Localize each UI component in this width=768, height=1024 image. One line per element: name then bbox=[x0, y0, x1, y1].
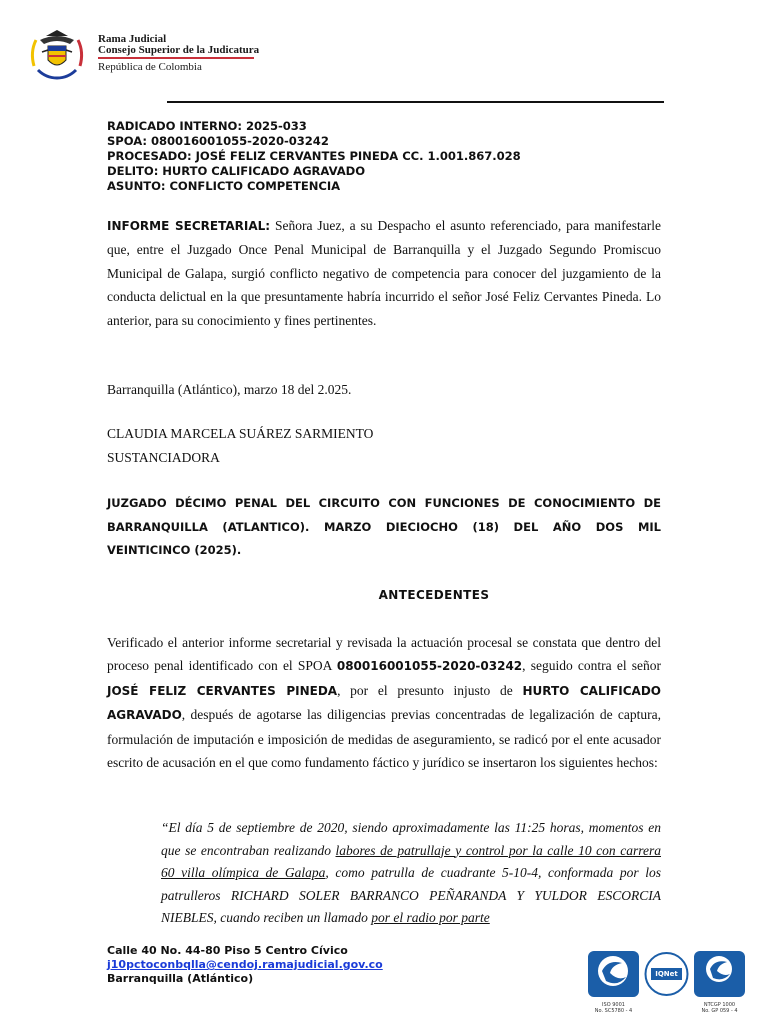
footer-email-link[interactable]: j10pctoconbqlla@cendoj.ramajudicial.gov.co bbox=[107, 958, 383, 971]
ntcgp-1000-cert-logo bbox=[694, 951, 745, 1013]
antecedentes-spoa: 080016001055-2020-03242 bbox=[336, 659, 523, 674]
header-rule bbox=[167, 101, 664, 103]
delito-line: DELITO: HURTO CALIFICADO AGRAVADO bbox=[107, 164, 366, 178]
court-heading: JUZGADO DÉCIMO PENAL DEL CIRCUITO CON FUNCIONES DE CONOCIMIENTO DE BARRANQUILLA (ATLANTICO). MARZO DIECIOCHO (18) DEL AÑO DOS MIL VEINTICINCO (2025). bbox=[107, 496, 661, 557]
antecedentes-crime: HURTO CALIFICADO AGRAVADO bbox=[107, 683, 661, 723]
signer-role: SUSTANCIADORA bbox=[107, 450, 220, 465]
quote-text-1: “El día 5 de septiembre de 2020, siendo aproximadamente las 11:25 horas, momentos en que se encontraban realizando bbox=[161, 820, 661, 858]
place-date: Barranquilla (Atlántico), marzo 18 del 2.025. bbox=[107, 382, 352, 397]
procesado-line: PROCESADO: JOSÉ FELIZ CERVANTES PINEDA CC. 1.001.867.028 bbox=[107, 149, 521, 163]
cert1-name: ISO 9001 bbox=[602, 1002, 625, 1008]
informe-text: Señora Juez, a su Despacho el asunto referenciado, para manifestarle que, entre el Juzgado Once Penal Municipal de Barranquilla y el Juzgado Segundo Promiscuo Municipal de Galapa, surgió conflicto negativo de competencia para conocer del juzgamiento de la conducta delictual en la que presuntamente habría incurrido el señor José Feliz Cervantes Pineda. Lo anterior, para su conocimiento y fines pertinentes. bbox=[107, 218, 661, 328]
facts-quote bbox=[161, 817, 661, 930]
asunto-line: ASUNTO: CONFLICTO COMPETENCIA bbox=[107, 179, 341, 193]
informe-secretarial-paragraph bbox=[107, 214, 661, 332]
antecedentes-text-1: Verificado el anterior informe secretarial y revisada la actuación procesal se constata que dentro del proceso penal identificado con el SPOA bbox=[107, 635, 661, 674]
colombia-coat-of-arms-icon bbox=[26, 22, 88, 84]
quote-underlined-1: labores de patrullaje y control por la calle 10 con carrera 60 villa olímpica de Galapa bbox=[161, 842, 661, 880]
antecedentes-text-3: , por el presunto injusto de bbox=[337, 682, 523, 698]
signer-name: CLAUDIA MARCELA SUÁREZ SARMIENTO bbox=[107, 426, 374, 441]
section-title: ANTECEDENTES bbox=[378, 588, 490, 602]
radicado-line: RADICADO INTERNO: 2025-033 bbox=[107, 119, 307, 133]
footer-city: Barranquilla (Atlántico) bbox=[107, 972, 254, 985]
antecedentes-accused-name: JOSÉ FELIZ CERVANTES PINEDA bbox=[107, 683, 338, 698]
cert1-code: No. SC5780 - 4 bbox=[594, 1008, 633, 1014]
org-name-line1: Rama Judicial bbox=[98, 33, 167, 45]
org-name-line3: República de Colombia bbox=[98, 61, 202, 73]
cert2-name: IQNet bbox=[655, 970, 678, 978]
header-divider bbox=[98, 57, 254, 59]
antecedentes-paragraph bbox=[107, 631, 661, 774]
quote-text-2: , como patrulla de cuadrante 5-10-4, conformada por los patrulleros RICHARD SOLER BARRANCO PEÑARANDA Y YULDOR ESCORCIA NIEBLES, cuando reciben un llamado bbox=[161, 865, 661, 925]
quote-underlined-2: por el radio por parte bbox=[371, 910, 490, 925]
spoa-line: SPOA: 080016001055-2020-03242 bbox=[107, 134, 329, 148]
org-name-line2: Consejo Superior de la Judicatura bbox=[98, 44, 260, 56]
footer-address: Calle 40 No. 44-80 Piso 5 Centro Cívico bbox=[107, 944, 348, 957]
iqnet-cert-logo bbox=[641, 951, 692, 1013]
icontec-seal-icon bbox=[694, 951, 745, 997]
icontec-seal-icon bbox=[588, 951, 639, 997]
iso-9001-cert-logo bbox=[588, 951, 639, 1013]
antecedentes-text-4: , después de agotarse las diligencias previas concentradas de legalización de captura, formulación de imputación e imposición de medidas de aseguramiento, se radicó por el ente acusador escrito de acusación en el que como fundamento fáctico y jurídico se insertaron los siguientes hechos: bbox=[107, 707, 661, 771]
cert3-name: NTCGP 1000 bbox=[703, 1002, 736, 1008]
cert3-code: No. GP 059 - 4 bbox=[701, 1008, 738, 1014]
antecedentes-text-2: , seguido contra el señor bbox=[522, 658, 661, 674]
informe-label: INFORME SECRETARIAL: bbox=[107, 219, 271, 233]
